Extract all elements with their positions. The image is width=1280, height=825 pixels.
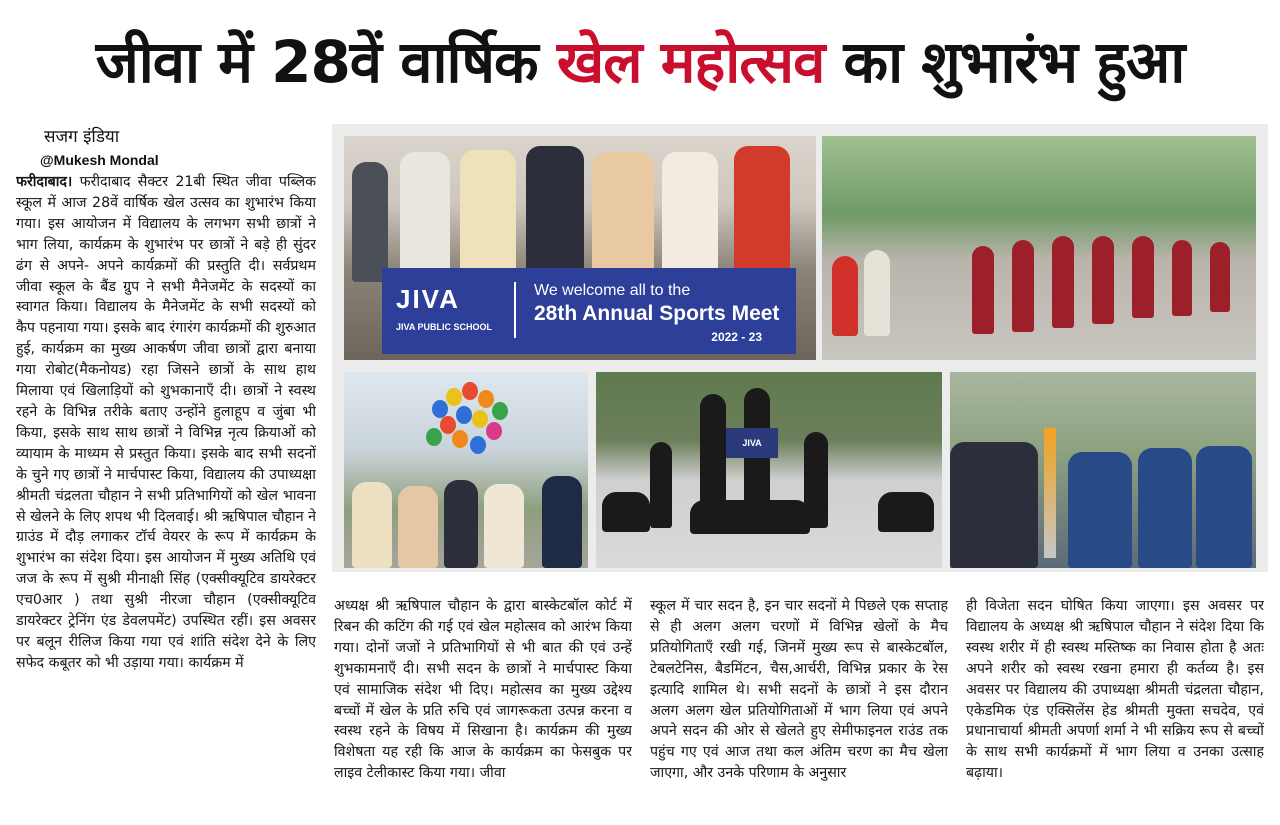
dateline: फरीदाबाद। <box>16 174 73 190</box>
headline <box>0 22 1280 102</box>
student-figure <box>1068 452 1132 568</box>
spectator-figure <box>864 250 890 336</box>
balloon <box>470 436 486 454</box>
guest-figure <box>460 150 516 282</box>
byline-author: @Mukesh Mondal <box>40 152 159 168</box>
guest-figure <box>542 476 582 568</box>
balloon <box>492 402 508 420</box>
performer-figure <box>700 394 726 504</box>
balloon <box>462 382 478 400</box>
guest-figure <box>526 146 584 282</box>
photo-human-pyramid <box>596 372 942 568</box>
jiva-flag: JIVA <box>726 428 778 458</box>
article-column-2: अध्यक्ष श्री ऋषिपाल चौहान के द्वारा बास्केटबॉल कोर्ट में रिबन की कटिंग की गई एवं खेल महोत्सव को आरंभ किया गया। दोनों जजों ने प्रतिभागियों से भी बात की एवं उन्हें शुभकामनाएँ दी। सभी सदन के छात्रों ने मार्चपास्ट किया एवं सामाजिक संदेश भी दिए। महोत्सव का मुख्य उद्देश्य बच्चों में खेल के प्रति रुचि एवं जागरूकता उत्पन्न करना व स्वस्थ रहने के विषय में सिखाना है। कार्यक्रम की मुख्य विशेषता यह रही कि आज के कार्यक्रम का फेसबुक पर लाइव टेलीकास्ट किया गया। जीवा <box>334 598 632 782</box>
banner-year: 2022 - 23 <box>711 330 762 344</box>
marcher-figure <box>1210 242 1230 312</box>
article-column-3: स्कूल में चार सदन है, इन चार सदनों मे पिछले एक सप्ताह से ही अलग अलग चरणों में विभिन्न खेलों के मैच प्रतियोगिताएँ रखी गई, जिनमें मुख्य रूप से बास्केटबॉल, टेबलटेनिस, बैडमिंटन, चैस,आर्चरी, विभिन्न प्रकार के रेस इत्यादि शामिल थे। सभी सदनों के छात्रों ने इस दौरान अलग अलग खेल प्रतियोगिताओं में भाग लिया एवं अपने अपने सदन की ओर से खेलते हुए सेमीफाइनल राउंड तक पहुंच गए एवं आज तथा कल अंतिम चरण का मैच खेला जाएगा, और उनके परिणाम के अनुसार <box>650 598 948 782</box>
guest-figure <box>662 152 718 282</box>
performer-figure <box>878 492 934 532</box>
balloon <box>446 388 462 406</box>
balloon <box>478 390 494 408</box>
guest-figure <box>398 486 438 568</box>
guest-figure <box>400 152 450 282</box>
guest-figure <box>352 162 388 282</box>
sports-meet-banner <box>382 268 796 354</box>
article-column-4: ही विजेता सदन घोषित किया जाएगा। इस अवसर पर विद्यालय के अध्यक्ष श्री ऋषिपाल चौहान ने संदेश दिया कि स्वस्थ शरीर में ही स्वस्थ मस्तिष्क का निवास होता है अतः अपने शरीर को स्वस्थ रखना हमारा ही कर्तव्य है। इस अवसर पर विद्यालय की उपाध्यक्षा श्रीमती चंद्रलता चौहान, एकेडमिक एंड एक्सिलेंस हेड श्रीमती मुक्ता सचदेव, एवं प्रधानाचार्या श्रीमती अपर्णा शर्मा ने भी सक्रिय रूप से बच्चों के साथ सभी कार्यक्रमों में भाग लिया व उनका उत्साह बढ़ाया। <box>966 598 1264 782</box>
jiva-logo: JIVA <box>396 284 460 314</box>
marcher-figure <box>1092 236 1114 324</box>
guest-figure <box>484 484 524 568</box>
balloon <box>440 416 456 434</box>
marcher-figure <box>1052 236 1074 328</box>
balloon <box>486 422 502 440</box>
balloon <box>456 406 472 424</box>
article-column-1 <box>16 172 316 812</box>
headline-part3: का शुभारंभ हुआ <box>843 28 1185 96</box>
performer-figure <box>602 492 650 532</box>
school-name: JIVA PUBLIC SCHOOL <box>396 322 493 332</box>
guest-figure <box>352 482 392 568</box>
marcher-figure <box>1132 236 1154 318</box>
banner-welcome-line1: We welcome all to the <box>534 282 691 299</box>
guest-figure <box>444 480 478 568</box>
student-figure <box>1138 448 1192 568</box>
headline-part1: जीवा में 28वें वार्षिक <box>95 28 538 96</box>
marcher-figure <box>1172 240 1192 316</box>
marcher-figure <box>972 246 994 334</box>
torch <box>1044 428 1056 558</box>
byline-source: सजग इंडिया <box>44 127 120 147</box>
banner-divider <box>514 282 516 338</box>
performer-figure <box>690 500 810 534</box>
guest-figure <box>734 146 790 282</box>
balloon <box>426 428 442 446</box>
headline-highlight: खेल महोत्सव <box>556 28 825 96</box>
guest-figure <box>592 152 654 282</box>
guest-figure <box>950 442 1038 568</box>
banner-welcome-line2: 28th Annual Sports Meet <box>534 302 780 325</box>
photo-torch-handover <box>950 372 1256 568</box>
student-figure <box>1196 446 1252 568</box>
balloon <box>452 430 468 448</box>
balloon-bunch <box>422 380 512 460</box>
article-text-1: फरीदाबाद सैक्टर 21बी स्थित जीवा पब्लिक स्कूल में आज 28वें वार्षिक खेल उत्सव का शुभारंभ किया गया। इस आयोजन में विद्यालय के लगभग सभी छात्रों ने भाग लिया, कार्यक्रम के शुभारंभ पर छात्रों ने बड़े ही सुंदर ढंग से अपने- अपने कार्यक्रमों की प्रस्तुति दी। सर्वप्रथम जीवा स्कूल के बैंड ग्रुप ने सभी मैनेजमेंट के सदस्यों का स्वागत किया। विद्यालय के मैनेजमेंट के सभी सदस्यों को कैप पहनाया गया। इसके बाद रंगारंग कार्यक्रमों की शुरुआत हुई, कार्यक्रम का मुख्य आकर्षण जीवा छात्रों द्वारा बनाया गया रोबोट(मैकनोयड) रहा जिसने छात्रों के साथ हाथ मिलाया एवं खिलाड़ियों को शुभकानाएँ दी। छात्रों ने स्वस्थ रहने के विभिन्न तरीके बताए उन्होंने हुलाहूप व जुंबा भी किया, इसके साथ साथ छात्रों ने विभिन्न नृत्य क्रियाओं को व्यायाम के माध्यम से प्रस्तुत किया। इसके बाद सभी सदनों के चुने गए छात्रों ने मार्चपास्ट किया, विद्यालय की उपाध्यक्षा श्रीमती चंद्रलता चौहान ने सभी प्रतिभागियों को खेल भावना से खेलने के लिए शपथ भी दिलवाई। श्री ऋषिपाल चौहान ने ग्राउंड में दौड़ लगाकर टॉर्च वेयरर के रूप में कार्यक्रम के शुभारंभ का संदेश दिया। इस आयोजन में मुख्य अतिथि एवं जज के रूप में सुश्री मीनाक्षी सिंह (एक्सीक्यूटिव डायरेक्टर एच0आर ) तथा सुश्री नीरजा चौहान (एक्सीक्यूटिव डायरेक्टर ट्रेनिंग एंड डेवलपमेंट) उपस्थित रहीं। इस अवसर पर बलून रीलिज किया गया एवं शांति संदेश देने के लिए सफेद कबूतर को भी उड़ाया गया। कार्यक्रम में <box>16 174 316 671</box>
balloon <box>472 410 488 428</box>
photo-march-past <box>822 136 1256 360</box>
performer-figure <box>650 442 672 528</box>
spectator-figure <box>832 256 858 336</box>
marcher-figure <box>1012 240 1034 332</box>
